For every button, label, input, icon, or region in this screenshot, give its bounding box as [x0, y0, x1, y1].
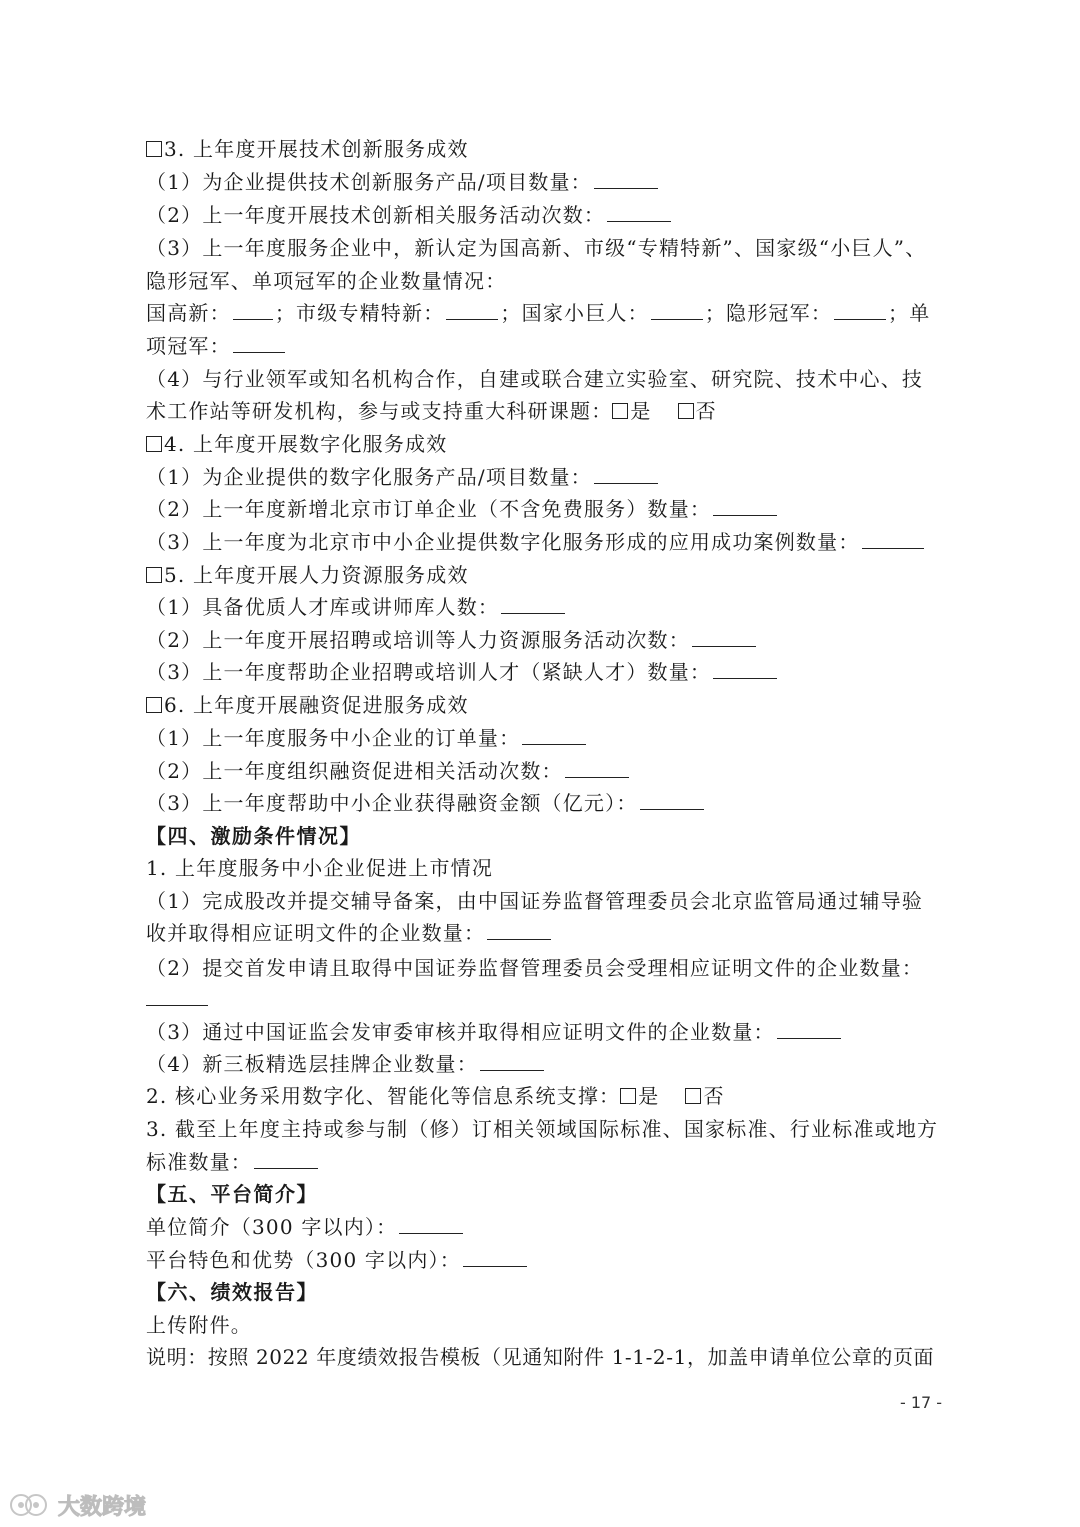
blank-field[interactable]: [713, 495, 777, 516]
blank-field[interactable]: [233, 332, 285, 353]
blank-field[interactable]: [594, 168, 658, 189]
checkbox[interactable]: [146, 567, 162, 583]
p2: 平台特色和优势（300 字以内）：: [146, 1245, 946, 1275]
s6-q2: （2）上一年度组织融资促进相关活动次数：: [146, 756, 946, 786]
blank-field[interactable]: [777, 1018, 841, 1039]
s5-q2: （2）上一年度开展招聘或培训等人力资源服务活动次数：: [146, 625, 946, 655]
blank-field[interactable]: [594, 463, 658, 484]
blank-field[interactable]: [487, 919, 551, 940]
s5-q3: （3）上一年度帮助企业招聘或培训人才（紧缺人才）数量：: [146, 657, 946, 687]
i1-q2: （2）提交首发申请且取得中国证券监督管理委员会受理相应证明文件的企业数量：: [146, 956, 924, 980]
blank-field[interactable]: [463, 1246, 527, 1267]
section-4-title: 4. 上年度开展数字化服务成效: [146, 429, 946, 459]
blank-field[interactable]: [834, 299, 886, 320]
i3-a: 3. 截至上年度主持或参与制（修）订相关领域国际标准、国家标准、行业标准或地方: [146, 1117, 939, 1141]
blank-field[interactable]: [522, 724, 586, 745]
blank-field[interactable]: [399, 1213, 463, 1234]
blank-field[interactable]: [651, 299, 703, 320]
s6-q3: （3）上一年度帮助中小企业获得融资金额（亿元）：: [146, 788, 946, 818]
s4-q2: （2）上一年度新增北京市订单企业（不含免费服务）数量：: [146, 494, 946, 524]
r1: 上传附件。: [146, 1313, 252, 1337]
p1: 单位简介（300 字以内）：: [146, 1212, 946, 1242]
r2: 说明：按照 2022 年度绩效报告模板（见通知附件 1-1-2-1，加盖申请单位公章的页面: [146, 1345, 935, 1369]
s6-q1: （1）上一年度服务中小企业的订单量：: [146, 723, 946, 753]
blank-field[interactable]: [501, 593, 565, 614]
heading-incentive: 【四、激励条件情况】: [146, 824, 361, 848]
blank-field[interactable]: [480, 1050, 544, 1071]
i1-q3: （3）通过中国证监会发审委审核并取得相应证明文件的企业数量：: [146, 1017, 946, 1047]
s3-q2: （2）上一年度开展技术创新相关服务活动次数：: [146, 200, 946, 230]
s3-q4-a: （4）与行业领军或知名机构合作，自建或联合建立实验室、研究院、技术中心、技: [146, 367, 924, 391]
blank-field[interactable]: [713, 658, 777, 679]
s4-q3: （3）上一年度为北京市中小企业提供数字化服务形成的应用成功案例数量：: [146, 527, 946, 557]
i1-q2-blank: [146, 984, 946, 1014]
i1-title: 1. 上年度服务中小企业促进上市情况: [146, 856, 494, 880]
s3-q3-b: 隐形冠军、单项冠军的企业数量情况：: [146, 269, 507, 293]
blank-field[interactable]: [692, 626, 756, 647]
blank-field[interactable]: [565, 757, 629, 778]
s3-q3-d: 项冠军：: [146, 331, 946, 361]
s3-q3-c: 国高新： ；市级专精特新： ；国家小巨人： ；隐形冠军： ；单: [146, 301, 931, 325]
checkbox[interactable]: [146, 697, 162, 713]
s3-q1: （1）为企业提供技术创新服务产品/项目数量：: [146, 167, 946, 197]
checkbox[interactable]: [146, 141, 162, 157]
section-3-title: 3. 上年度开展技术创新服务成效: [146, 134, 946, 164]
blank-field[interactable]: [254, 1148, 318, 1169]
watermark: [8, 1490, 146, 1520]
s5-q1: （1）具备优质人才库或讲师库人数：: [146, 592, 946, 622]
blank-field[interactable]: [640, 789, 704, 810]
i3-b: 标准数量：: [146, 1147, 946, 1177]
watermark-logo-icon: [8, 1492, 52, 1518]
blank-field[interactable]: [146, 985, 208, 1006]
blank-field[interactable]: [233, 299, 273, 320]
i1-q1-a: （1）完成股改并提交辅导备案，由中国证券监督管理委员会北京监管局通过辅导验: [146, 889, 924, 913]
section-5-title: 5. 上年度开展人力资源服务成效: [146, 560, 946, 590]
page-number: - 17 -: [900, 1393, 943, 1412]
s3-q3-a: （3）上一年度服务企业中，新认定为国高新、市级“专精特新”、国家级“小巨人”、: [146, 236, 927, 260]
blank-field[interactable]: [607, 201, 671, 222]
yes-checkbox[interactable]: [620, 1088, 636, 1104]
heading-report: 【六、绩效报告】: [146, 1280, 318, 1304]
no-checkbox[interactable]: [685, 1088, 701, 1104]
watermark-text: 大数跨境: [58, 1494, 147, 1520]
section-6-title: 6. 上年度开展融资促进服务成效: [146, 690, 946, 720]
i1-q4: （4）新三板精选层挂牌企业数量：: [146, 1049, 946, 1079]
checkbox[interactable]: [146, 436, 162, 452]
heading-platform: 【五、平台简介】: [146, 1182, 318, 1206]
blank-field[interactable]: [862, 528, 924, 549]
blank-field[interactable]: [446, 299, 498, 320]
no-checkbox[interactable]: [678, 403, 694, 419]
s4-q1: （1）为企业提供的数字化服务产品/项目数量：: [146, 462, 946, 492]
yes-checkbox[interactable]: [612, 403, 628, 419]
i1-q1-b: 收并取得相应证明文件的企业数量：: [146, 918, 946, 948]
s3-q4-b: 术工作站等研发机构，参与或支持重大科研课题： 是 否: [146, 399, 717, 423]
i2: 2. 核心业务采用数字化、智能化等信息系统支撑： 是 否: [146, 1084, 725, 1108]
